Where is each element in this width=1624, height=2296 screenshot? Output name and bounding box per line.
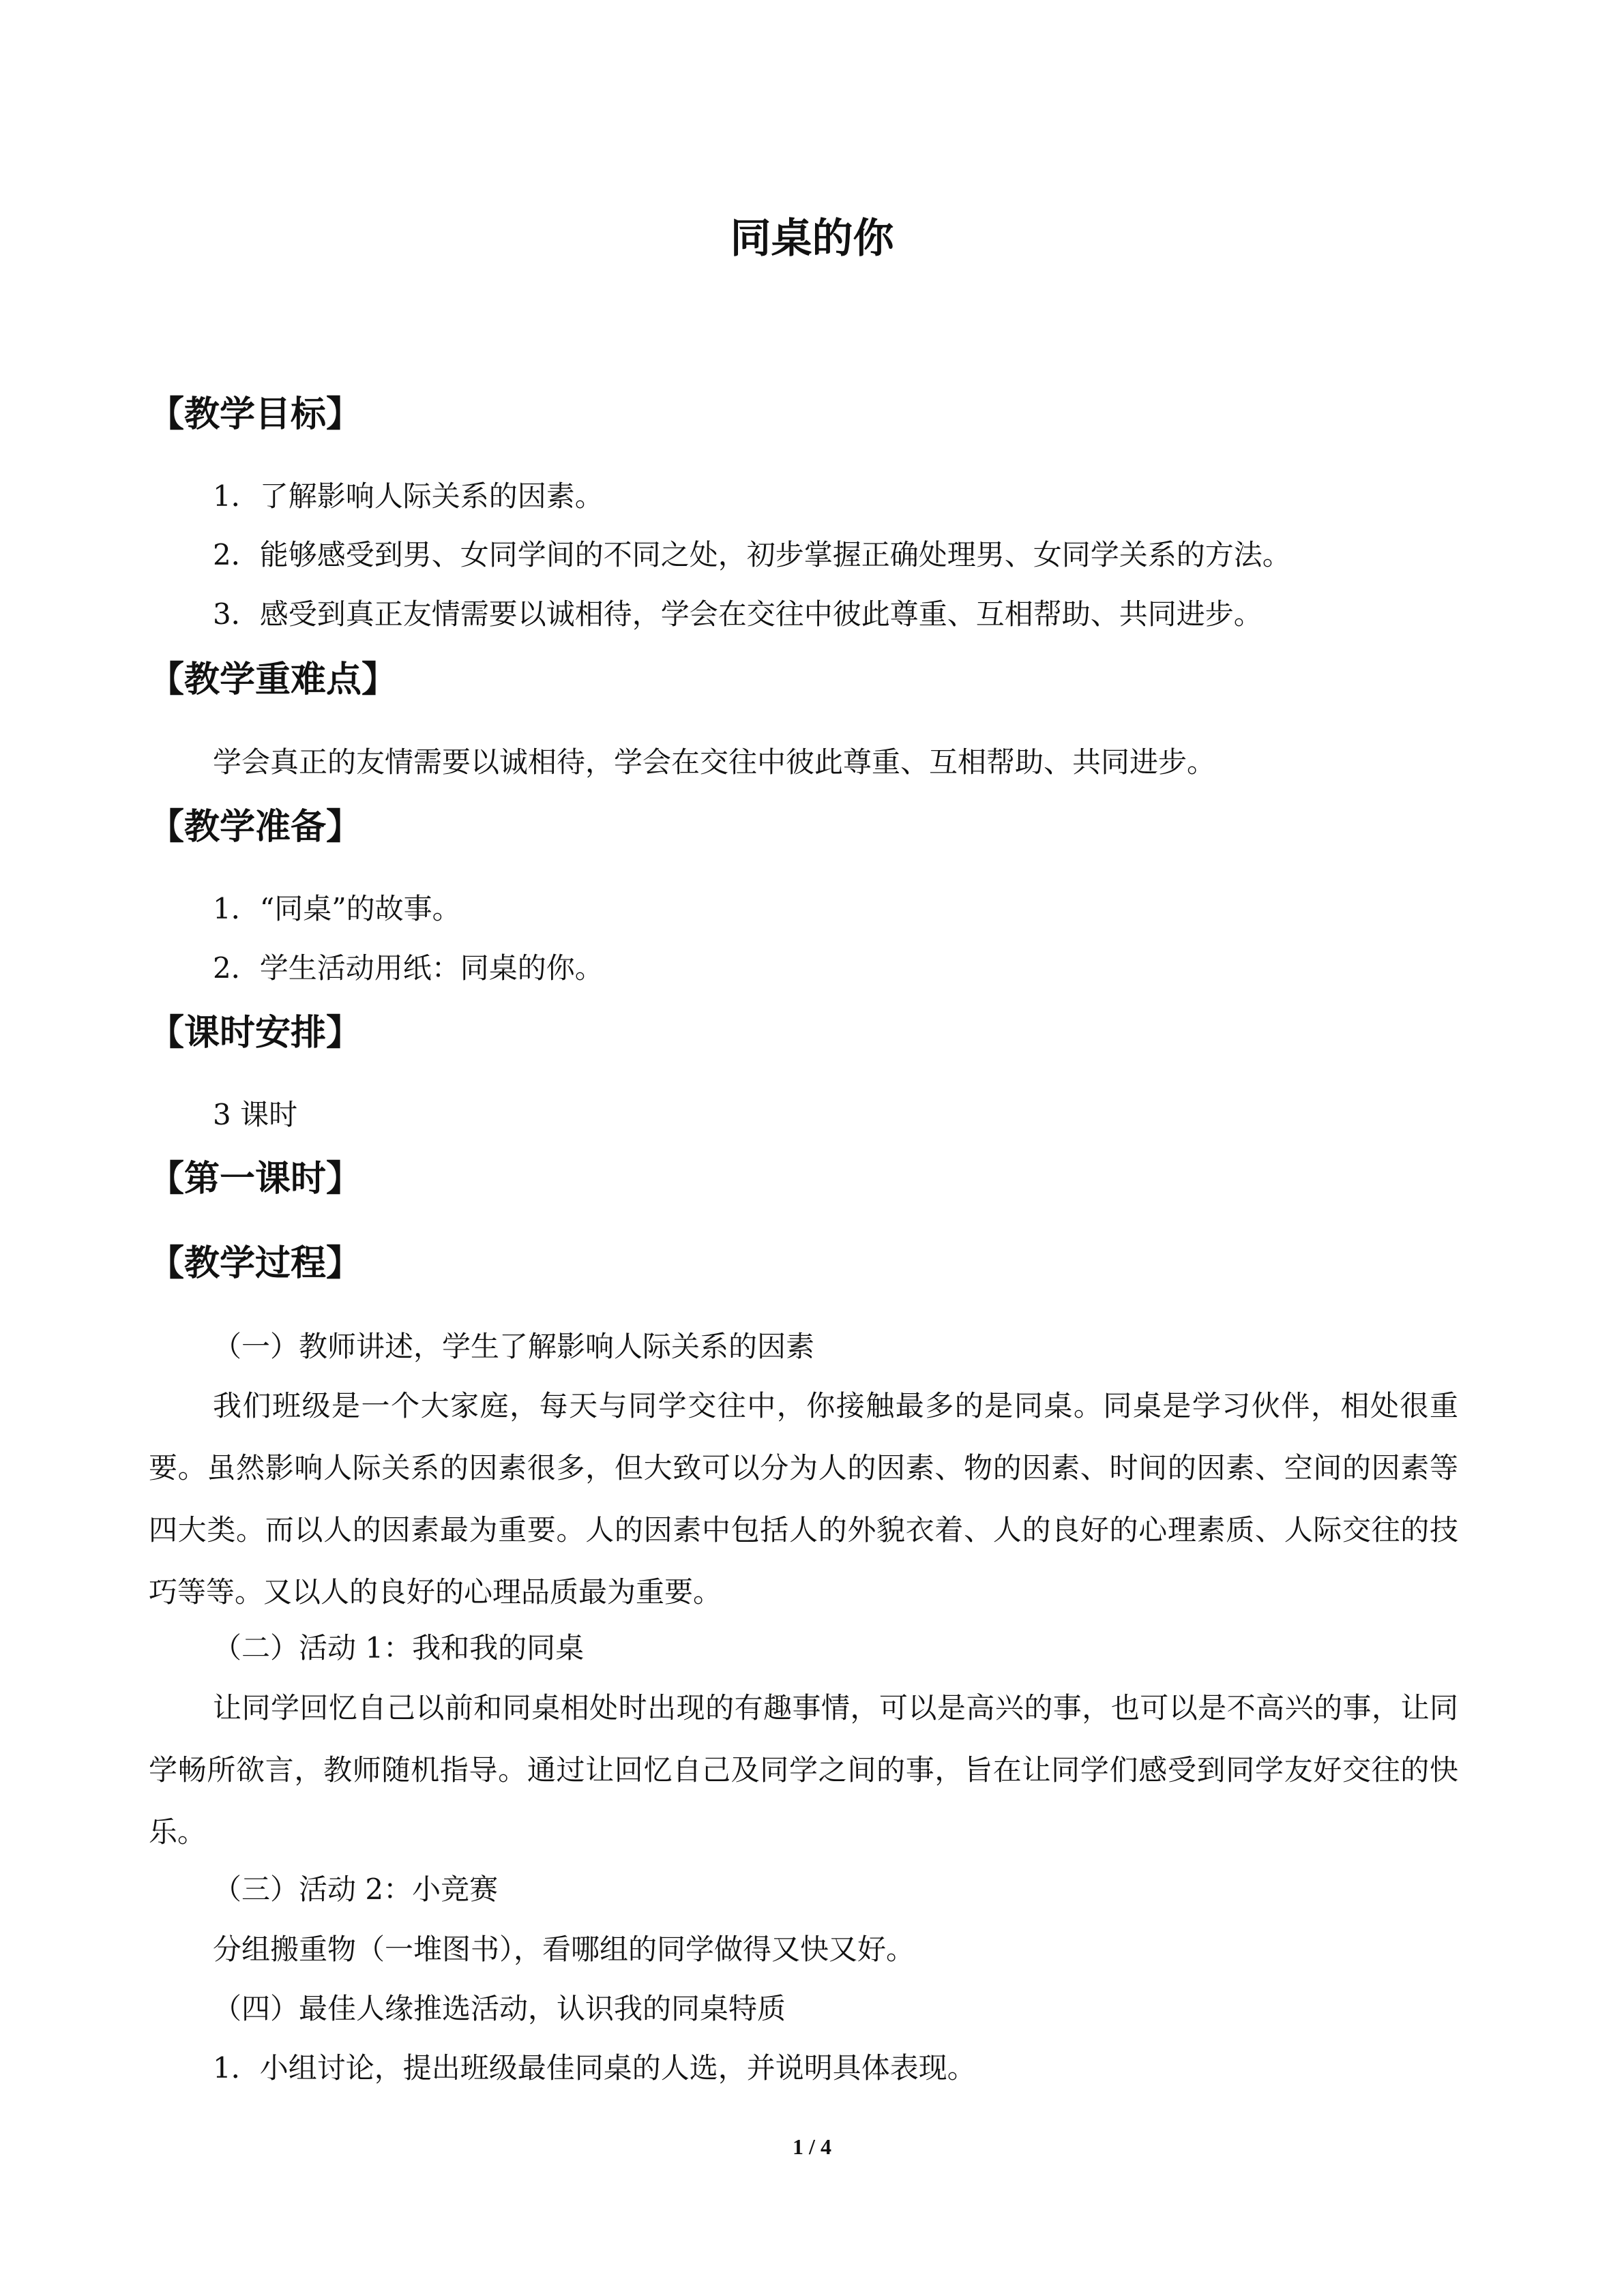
heading-process: 【教学过程】 <box>149 1243 362 1284</box>
heading-first-lesson: 【第一课时】 <box>149 1159 362 1199</box>
process-step-4-title: （四）最佳人缘推选活动，认识我的同桌特质 <box>213 1992 786 2025</box>
key-points-text: 学会真正的友情需要以诚相待，学会在交往中彼此尊重、互相帮助、共同进步。 <box>213 745 1216 779</box>
heading-preparation: 【教学准备】 <box>149 807 362 848</box>
process-step-1-text: 我们班级是一个大家庭，每天与同学交往中，你接触最多的是同桌。同桌是学习伙伴，相处很重要。虽然影响人际关系的因素很多，但大致可以分为人的因素、物的因素、时间的因素、空间的因素等四大类。而以人的因素最为重要。人的因素中包括人的外貌衣着、人的良好的心理素质、人际交往的技巧等等。又以人的良好的心理品质最为重要。 <box>149 1389 1458 1609</box>
objective-item-2: 2．能够感受到男、女同学间的不同之处，初步掌握正确处理男、女同学关系的方法。 <box>213 538 1291 571</box>
process-step-2-title: （二）活动 1：我和我的同桌 <box>213 1631 585 1665</box>
process-step-1-title: （一）教师讲述，学生了解影响人际关系的因素 <box>213 1330 815 1363</box>
objective-item-1: 1．了解影响人际关系的因素。 <box>213 479 604 513</box>
page-number: 1 / 4 <box>793 2134 831 2159</box>
schedule-text: 3 课时 <box>213 1098 298 1131</box>
process-step-3-title: （三）活动 2：小竞赛 <box>213 1873 499 1906</box>
heading-schedule: 【课时安排】 <box>149 1013 362 1054</box>
preparation-item-1: 1．“同桌”的故事。 <box>213 892 461 925</box>
preparation-item-2: 2．学生活动用纸：同桌的你。 <box>213 951 604 985</box>
objective-item-3: 3．感受到真正友情需要以诚相待，学会在交往中彼此尊重、互相帮助、共同进步。 <box>213 597 1263 631</box>
process-step-3-text: 分组搬重物（一堆图书），看哪组的同学做得又快又好。 <box>213 1933 915 1966</box>
heading-key-points: 【教学重难点】 <box>149 659 398 700</box>
process-step-4-item-1: 1．小组讨论，提出班级最佳同桌的人选，并说明具体表现。 <box>213 2051 976 2085</box>
heading-objectives: 【教学目标】 <box>149 394 362 435</box>
document-title: 同桌的你 <box>730 215 894 263</box>
process-step-2-text: 让同学回忆自己以前和同桌相处时出现的有趣事情，可以是高兴的事，也可以是不高兴的事，让同学畅所欲言，教师随机指导。通过让回忆自己及同学之间的事，旨在让同学们感受到同学友好交往的快乐。 <box>149 1691 1458 1849</box>
